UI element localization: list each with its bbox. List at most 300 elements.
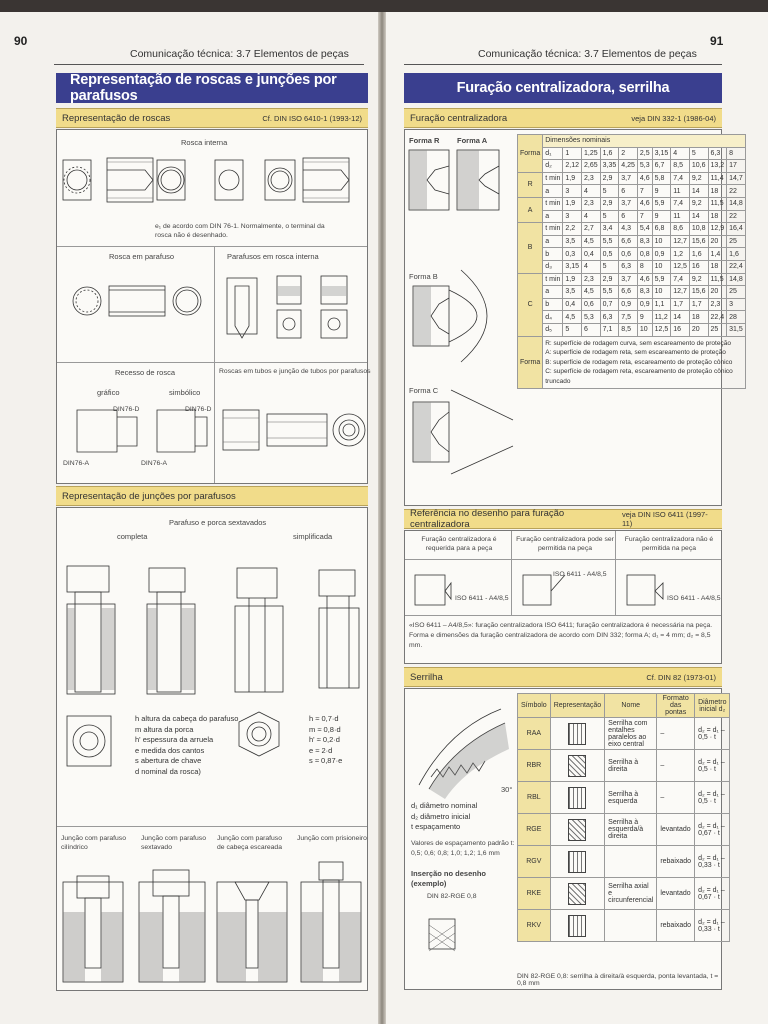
table-row (518, 782, 730, 814)
right-page (386, 12, 768, 1024)
table-cell: 3,7 (619, 172, 638, 185)
recess-and-pipe-drawings (57, 362, 369, 482)
table-cell: 3,5 (563, 235, 582, 248)
table-cell: 1,9 (563, 172, 582, 185)
table-row: d₂ 2,12 2,65 3,35 4,25 5,3 6,7 8,5 10,6 13,2 17 (518, 160, 746, 173)
table-cell: – (657, 750, 695, 782)
table-cell: – (657, 718, 695, 750)
table-cell: 6 (619, 185, 638, 198)
legend-item: m altura da porca (135, 724, 194, 734)
table-cell: 1,4 (708, 248, 727, 261)
table-cell: 4,5 (582, 286, 601, 299)
table-row (518, 323, 746, 336)
table-row (518, 185, 746, 198)
table-cell: 16,4 (727, 223, 746, 236)
table-row (518, 750, 730, 782)
table-cell: 7,1 (600, 323, 619, 336)
table-cell: RAA (518, 718, 551, 750)
legend-item: e medida dos cantos (135, 745, 205, 755)
table-cell: 4,6 (637, 273, 652, 286)
table-cell: 5 (600, 185, 619, 198)
table-cell: 4 (582, 210, 601, 223)
table-cell: 2,3 (582, 172, 601, 185)
table-cell: 4,5 (563, 311, 582, 324)
iso-label: ISO 6411 - A4/8,5 (553, 571, 607, 578)
table-cell: 18 (708, 210, 727, 223)
table-cell: 20 (708, 286, 727, 299)
table-row (518, 197, 746, 210)
table-cell: 0,6 (619, 248, 638, 261)
table-cell: 7 (637, 210, 652, 223)
table-header-row: Símbolo Representação Nome Formato das pontas Diâmetro inicial d₂ (518, 694, 730, 718)
legend-value: h' ≈ 0,2·d (309, 735, 340, 744)
table-cell: Serrilha com entalhes paralelos ao eixo central (605, 718, 657, 750)
table-cell: 11,4 (708, 172, 727, 185)
table-row (518, 311, 746, 324)
table-cell (605, 910, 657, 942)
table-cell: RKV (518, 910, 551, 942)
table-cell: 0,8 (637, 248, 652, 261)
section-title: Serrilha (410, 671, 443, 683)
legend-item: h altura da cabeça do parafuso (135, 714, 239, 723)
joint-drawings (57, 852, 369, 992)
reference-note: «ISO 6411 – A4/8,5»: furação centralizadora ISO 6411; furação centralizadora é necessária na peça. Forma e dimensões da furação centralizadora de acordo com DIN 332; forma A; d₁ = 4 mm; d₂ = 8,5 mm. (409, 622, 713, 649)
label-forma-a: Forma A (457, 136, 488, 145)
table-cell: 4,6 (637, 172, 652, 185)
section-title: Referência no desenho para furação centralizadora (410, 508, 565, 530)
table-cell: 14,7 (727, 172, 746, 185)
table-cell: 7,4 (671, 273, 690, 286)
table-cell: 14 (689, 185, 708, 198)
legend-item: d nominal da rosca) (135, 766, 201, 776)
table-cell: 2,3 (582, 273, 601, 286)
table-cell: 25 (727, 286, 746, 299)
table-cell: – (657, 782, 695, 814)
left-page (0, 12, 378, 1024)
table-cell: d₂ = d₁ – 0,67 · t (695, 814, 730, 846)
insertion-title: Inserção no desenho (exemplo) (411, 869, 487, 888)
table-cell: 1,9 (563, 273, 582, 286)
section-header-juncoes (56, 486, 368, 506)
section-header-referencia (404, 509, 722, 529)
section-title: Representação de roscas (62, 112, 171, 124)
roscas-panel (56, 129, 371, 484)
iso-label: ISO 6411 - A4/8,5 (455, 595, 509, 602)
knurl-symbol-icon (550, 846, 604, 878)
forma-notes-label: Forma (518, 336, 543, 389)
table-cell: Serrilha à direita (605, 750, 657, 782)
divider (57, 826, 367, 827)
table-cell: 6,8 (652, 223, 671, 236)
running-head: Comunicação técnica: 3.7 Elementos de peças (130, 48, 349, 60)
table-cell: 9 (652, 210, 671, 223)
table-cell: 14,8 (727, 273, 746, 286)
spacing-values: Valores de espaçamento padrão t: 0,5; 0,6; 0,8; 1,0; 1,2; 1,6 mm (411, 840, 515, 857)
reference-symbols (405, 561, 723, 621)
table-cell: levantado (657, 814, 695, 846)
table-cell: Serrilha à esquerda (605, 782, 657, 814)
table-cell: d₄ (543, 311, 563, 324)
forma-notes-row (518, 336, 746, 389)
legend-item: h' espessura da arruela (135, 735, 214, 744)
table-cell: 0,7 (600, 298, 619, 311)
hex-bolt-drawings (57, 508, 369, 708)
table-cell: 22,4 (727, 260, 746, 273)
table-cell: 10 (652, 286, 671, 299)
table-cell: 10 (637, 323, 652, 336)
table-cell: 12,5 (671, 260, 690, 273)
table-cell: 2,9 (600, 172, 619, 185)
table-row (518, 846, 730, 878)
centre-hole-drawings (405, 130, 517, 500)
table-cell: 25 (708, 323, 727, 336)
table-cell: 10,8 (689, 223, 708, 236)
furacao-panel (404, 129, 743, 506)
window-top-bar (0, 0, 768, 12)
table-cell: RKE (518, 878, 551, 910)
table-cell: 14,8 (727, 197, 746, 210)
din82-label: DIN 82-RGE 0,8 (427, 893, 477, 900)
page-number: 90 (14, 34, 28, 48)
divider (405, 615, 721, 616)
forma-cell: B (518, 223, 543, 273)
table-cell: 1,1 (652, 298, 671, 311)
table-cell: 12,7 (671, 286, 690, 299)
table-cell: RBL (518, 782, 551, 814)
table-cell: 10 (652, 235, 671, 248)
table-cell: 3 (563, 185, 582, 198)
table-cell (605, 846, 657, 878)
section-header-roscas (56, 108, 368, 128)
table-row (518, 235, 746, 248)
table-cell: 8,6 (671, 223, 690, 236)
forma-cell: R (518, 172, 543, 197)
knurl-symbol-icon (550, 814, 604, 846)
table-cell: 0,9 (652, 248, 671, 261)
knurl-symbol-icon (550, 782, 604, 814)
table-cell: 7,4 (671, 172, 690, 185)
table-cell: 18 (708, 185, 727, 198)
table-cell: 3,7 (619, 197, 638, 210)
legend-item: d₁ diâmetro nominal (411, 801, 478, 810)
table-cell: 6,3 (619, 260, 638, 273)
table-cell: 3,5 (563, 286, 582, 299)
table-cell: 11 (671, 185, 690, 198)
caption-simbolico: simbólico (169, 388, 201, 397)
table-cell: 11,2 (652, 311, 671, 324)
table-cell: 11,5 (708, 197, 727, 210)
table-row (518, 298, 746, 311)
table-row (518, 172, 746, 185)
table-cell: 15,6 (689, 235, 708, 248)
table-cell: 1,2 (671, 248, 690, 261)
table-cell: RBR (518, 750, 551, 782)
table-row: d₁ 1 1,25 1,6 2 2,5 3,15 4 5 6,3 8 (518, 147, 746, 160)
table-cell: 16 (671, 323, 690, 336)
table-cell: 6,6 (619, 235, 638, 248)
caption-juncao: Junção com parafuso cilíndrico (61, 835, 126, 851)
table-row (518, 286, 746, 299)
ref-col-permitted: Furação centralizadora pode ser permitida na peça (516, 536, 614, 552)
table-cell: 9,2 (689, 172, 708, 185)
table-cell: 4,3 (619, 223, 638, 236)
table-cell: d₂ = d₁ – 0,5 · t (695, 750, 730, 782)
table-cell: 15,6 (689, 286, 708, 299)
caption-simplificada: simplificada (293, 532, 333, 541)
knurl-symbol-icon (550, 750, 604, 782)
table-row (518, 248, 746, 261)
table-cell: 0,9 (637, 298, 652, 311)
table-cell: 7,5 (619, 311, 638, 324)
table-cell: 14 (671, 311, 690, 324)
running-head: Comunicação técnica: 3.7 Elementos de peças (478, 48, 697, 60)
section-reference: veja DIN ISO 6411 (1997-11) (621, 510, 708, 528)
legend-value: h ≈ 0,7·d (309, 714, 339, 723)
serrilha-footer: DIN 82-RGE 0,8: serrilha à direita/à esquerda, ponta levantada, t = 0,8 mm (517, 973, 719, 987)
caption-juncao: Junção com parafuso sextavado (141, 835, 206, 851)
dimensions-table (517, 134, 746, 389)
table-row (518, 878, 730, 910)
table-row (518, 273, 746, 286)
table-cell: a (543, 235, 563, 248)
legend-list (135, 714, 238, 777)
table-cell: 0,9 (619, 298, 638, 311)
table-cell: 0,4 (563, 298, 582, 311)
referencia-panel (404, 530, 722, 664)
table-cell: 5 (563, 323, 582, 336)
table-cell: t min (543, 197, 563, 210)
table-cell: 0,4 (582, 248, 601, 261)
label-forma-b: Forma B (409, 272, 438, 281)
section-reference: Cf. DIN 82 (1973-01) (646, 672, 716, 682)
table-cell: b (543, 248, 563, 261)
table-cell: 7 (637, 185, 652, 198)
label-din76a: DIN76-A (63, 460, 90, 467)
table-cell: 12,9 (708, 223, 727, 236)
legend-item: s abertura de chave (135, 756, 202, 765)
table-cell: 11 (671, 210, 690, 223)
table-cell: d₂ = d₁ – 0,33 · t (695, 846, 730, 878)
section-reference: Cf. DIN ISO 6410-1 (1993-12) (262, 113, 362, 123)
table-cell: 5 (600, 210, 619, 223)
caption-parafusos-rosca-interna: Parafusos em rosca interna (227, 252, 319, 261)
table-cell: 0,6 (582, 298, 601, 311)
knurling-profile (405, 689, 515, 809)
forma-header: Forma (518, 135, 543, 173)
table-row (518, 223, 746, 236)
forma-notes: R: superfície de rodagem curva, sem escareamento de proteção A: superfície de rodagem reta, sem escareamento de proteção B: superfície de rodagem reta, escareamento de proteção cônico C: superfície de rodagem reta, escareamento de proteção cônico truncado (543, 336, 746, 389)
caption-parafuso-porca: Parafuso e porca sextavados (169, 518, 267, 527)
caption-juncao: Junção com prisioneiro (297, 835, 367, 842)
label-din76a: DIN76-A (141, 460, 168, 467)
label-din76d: DIN76-D (185, 406, 212, 413)
table-row (518, 210, 746, 223)
table-row (518, 718, 730, 750)
table-cell: 4,6 (637, 197, 652, 210)
table-cell: b (543, 298, 563, 311)
table-cell: Serrilha à esquerda/à direita (605, 814, 657, 846)
table-cell: 2,3 (582, 197, 601, 210)
divider (404, 64, 722, 65)
table-cell: d₂ = d₁ – 0,67 · t (695, 878, 730, 910)
table-cell: 4,5 (582, 235, 601, 248)
table-cell: d₂ = d₁ – 0,5 · t (695, 782, 730, 814)
table-cell: 8,5 (619, 323, 638, 336)
book-gutter (378, 12, 386, 1024)
table-cell: 10 (652, 260, 671, 273)
serrilha-rows (518, 718, 730, 942)
table-cell: 28 (727, 311, 746, 324)
table-cell: 12,7 (671, 235, 690, 248)
knurl-symbol-icon (550, 718, 604, 750)
divider (54, 64, 364, 65)
caption-recesso: Recesso de rosca (115, 368, 176, 377)
table-cell: 8,3 (637, 286, 652, 299)
table-cell: 6 (582, 323, 601, 336)
external-thread-drawings (57, 246, 369, 366)
table-cell: a (543, 286, 563, 299)
table-cell: 2,3 (708, 298, 727, 311)
table-cell: rebaixado (657, 910, 695, 942)
table-cell: 3,4 (600, 223, 619, 236)
serrilha-table (517, 693, 730, 942)
table-cell: 5,5 (600, 286, 619, 299)
table-cell: 2,2 (563, 223, 582, 236)
table-cell: 25 (727, 235, 746, 248)
table-cell: t min (543, 223, 563, 236)
caption-rosca-interna: Rosca interna (181, 138, 228, 147)
table-cell: 18 (689, 311, 708, 324)
caption-grafico: gráfico (97, 388, 120, 397)
table-cell: 4 (582, 260, 601, 273)
label-din76d: DIN76-D (113, 406, 140, 413)
table-cell: 1,7 (689, 298, 708, 311)
table-cell: 2,9 (600, 197, 619, 210)
table-cell: 2,7 (582, 223, 601, 236)
table-row (518, 260, 746, 273)
table-cell: 5,5 (600, 235, 619, 248)
table-cell: 4 (582, 185, 601, 198)
legend-value: m ≈ 0,8·d (309, 724, 341, 734)
forma-cell: C (518, 273, 543, 336)
label-forma-r: Forma R (409, 136, 440, 145)
table-cell: 6,6 (619, 286, 638, 299)
angle-label: 30° (501, 785, 513, 794)
dimension-groups (518, 172, 746, 336)
ref-col-required: Furação centralizadora é requerida para a peça (421, 536, 497, 552)
table-cell: 5,8 (652, 172, 671, 185)
serrilha-legend (411, 801, 477, 833)
table-cell: 16 (689, 260, 708, 273)
section-title: Furação centralizadora (410, 112, 508, 124)
table-cell: 1,7 (671, 298, 690, 311)
section-title: Representação de junções por parafusos (62, 490, 236, 502)
table-cell: 12,5 (652, 323, 671, 336)
table-cell: 14 (689, 210, 708, 223)
table-cell: 1,9 (563, 197, 582, 210)
table-cell: 6,3 (600, 311, 619, 324)
legend-values (309, 714, 342, 767)
table-cell: RGV (518, 846, 551, 878)
table-cell: 20 (689, 323, 708, 336)
forma-cell: A (518, 197, 543, 222)
caption-roscas-tubos: Roscas em tubos e junção de tubos por parafusos (219, 368, 371, 375)
table-cell: 7,4 (671, 197, 690, 210)
page-title: Representação de roscas e junções por parafusos (56, 73, 368, 103)
table-cell: 5 (600, 260, 619, 273)
page-title: Furação centralizadora, serrilha (404, 73, 722, 103)
knurling-insert-drawing (427, 917, 487, 957)
section-header-furacao (404, 108, 722, 128)
table-cell: 5,9 (652, 197, 671, 210)
legend-value: e ≈ 2·d (309, 745, 333, 755)
table-cell: levantado (657, 878, 695, 910)
table-cell: 22 (727, 185, 746, 198)
page-number: 91 (710, 34, 724, 48)
table-cell: a (543, 210, 563, 223)
table-cell: 3,7 (619, 273, 638, 286)
table-cell: a (543, 185, 563, 198)
table-cell: 8,3 (637, 235, 652, 248)
table-cell: 8 (637, 260, 652, 273)
table-cell: 5,3 (582, 311, 601, 324)
dimensions-header: Dimensões nominais (543, 135, 746, 148)
table-cell: 1,6 (689, 248, 708, 261)
table-cell: 3,15 (563, 260, 582, 273)
table-cell: d₂ = d₁ – 0,33 · t (695, 910, 730, 942)
table-cell: 31,5 (727, 323, 746, 336)
caption-rosca-parafuso: Rosca em parafuso (109, 252, 175, 261)
table-cell: d₂ = d₁ – 0,5 · t (695, 718, 730, 750)
table-row (518, 910, 730, 942)
table-cell: 2,9 (600, 273, 619, 286)
table-cell: 18 (708, 260, 727, 273)
table-cell: 9 (652, 185, 671, 198)
note-e1: e₁ de acordo com DIN 76-1. Normalmente, o terminal da rosca não é desenhado. (155, 223, 325, 239)
caption-juncao: Junção com parafuso de cabeça escareada (217, 835, 282, 851)
table-cell: d₃ (543, 260, 563, 273)
table-cell: 9,2 (689, 197, 708, 210)
legend-item: d₂ diâmetro inicial (411, 811, 471, 821)
table-cell: t min (543, 172, 563, 185)
legend-item: t espaçamento (411, 822, 461, 831)
table-cell: 11,5 (708, 273, 727, 286)
section-reference: veja DIN 332-1 (1986-04) (631, 113, 716, 123)
serrilha-panel (404, 688, 727, 990)
table-cell: d₅ (543, 323, 563, 336)
table-cell: t min (543, 273, 563, 286)
knurl-symbol-icon (550, 910, 604, 942)
table-cell: RGE (518, 814, 551, 846)
table-cell: 5,4 (637, 223, 652, 236)
caption-completa: completa (117, 532, 148, 541)
table-cell: rebaixado (657, 846, 695, 878)
table-cell: 20 (708, 235, 727, 248)
section-header-serrilha (404, 667, 722, 687)
table-row (518, 814, 730, 846)
table-cell: 9 (637, 311, 652, 324)
label-forma-c: Forma C (409, 386, 439, 395)
table-cell: 1,6 (727, 248, 746, 261)
table-cell: 3 (727, 298, 746, 311)
divider (405, 559, 721, 560)
iso-label: ISO 6411 - A4/8,5 (667, 595, 721, 602)
table-cell: 5,9 (652, 273, 671, 286)
table-cell: Serrilha axial e circunferencial (605, 878, 657, 910)
legend-value: s ≈ 0,87·e (309, 756, 343, 765)
knurl-symbol-icon (550, 878, 604, 910)
table-cell: 0,3 (563, 248, 582, 261)
